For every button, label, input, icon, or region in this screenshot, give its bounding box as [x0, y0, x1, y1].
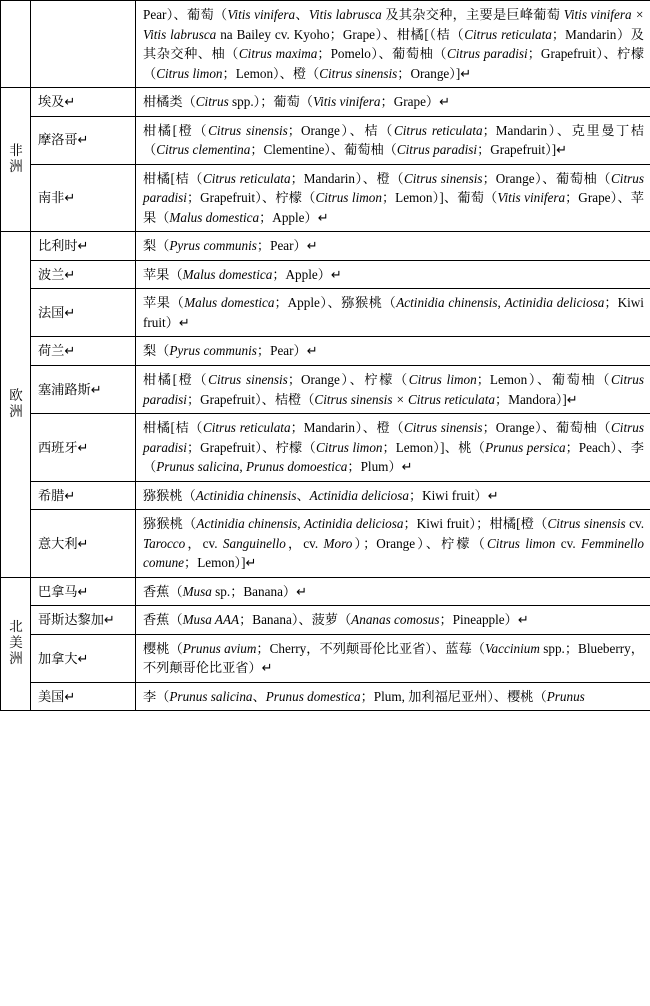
table-row [1, 577, 650, 606]
fruit-list-cell: 柑橘[橙（Citrus sinensis；Orange）、柠檬（Citrus limon；Lemon）、葡萄柚（Citrus paradisi；Grapefruit）、桔橙（Citrus sinensis × Citrus reticulata；Mandora）]↵ [136, 365, 650, 413]
country-cell: 希腊↵ [31, 481, 136, 510]
region-cell [1, 88, 31, 232]
country-cell: 西班牙↵ [31, 414, 136, 482]
region-cell [1, 232, 31, 577]
fruit-list-cell: 苹果（Malus domestica；Apple）↵ [136, 260, 650, 289]
fruit-list-cell: 猕猴桃（Actinidia chinensis、Actinidia deliciosa；Kiwi fruit）↵ [136, 481, 650, 510]
table-row [1, 337, 650, 366]
country-cell: 加拿大↵ [31, 634, 136, 682]
table-row [1, 606, 650, 635]
country-cell [31, 1, 136, 88]
region-cell [1, 577, 31, 711]
country-cell: 哥斯达黎加↵ [31, 606, 136, 635]
table-row [1, 414, 650, 482]
region-label: 欧 洲 [9, 387, 23, 419]
country-cell: 巴拿马↵ [31, 577, 136, 606]
table-row [1, 164, 650, 232]
fruit-list-cell: 苹果（Malus domestica；Apple）、猕猴桃（Actinidia chinensis, Actinidia deliciosa；Kiwi fruit）↵ [136, 289, 650, 337]
region-label: 非 洲 [9, 142, 23, 174]
table-row [1, 510, 650, 578]
country-cell: 美国↵ [31, 682, 136, 711]
fruit-list-cell: 樱桃（Prunus avium；Cherry，不列颠哥伦比亚省）、蓝莓（Vaccinium spp.；Blueberry，不列颠哥伦比亚省）↵ [136, 634, 650, 682]
fruit-list-cell: 香蕉（Musa AAA；Banana）、菠萝（Ananas comosus；Pineapple）↵ [136, 606, 650, 635]
table-row [1, 232, 650, 261]
fruit-list-cell: 柑橘类（Citrus spp.）；葡萄（Vitis vinifera；Grape）↵ [136, 88, 650, 117]
table-row [1, 260, 650, 289]
country-cell: 荷兰↵ [31, 337, 136, 366]
country-cell: 摩洛哥↵ [31, 116, 136, 164]
fruit-list-cell: 李（Prunus salicina、Prunus domestica；Plum, 加利福尼亚州）、樱桃（Prunus [136, 682, 650, 711]
region-label: 北 美 洲 [9, 619, 23, 667]
fruit-list-cell: 梨（Pyrus communis；Pear）↵ [136, 232, 650, 261]
table-row [1, 88, 650, 117]
fruit-list-cell: 柑橘[桔（Citrus reticulata；Mandarin）、橙（Citrus sinensis；Orange）、葡萄柚（Citrus paradisi；Grapefruit）、柠檬（Citrus limon；Lemon）]、桃（Prunus persica；Peach）、李（Prunus salicina, Prunus domoestica；Plum）↵ [136, 414, 650, 482]
fruit-list-cell: Pear）、葡萄（Vitis vinifera、Vitis labrusca 及其杂交种，主要是巨峰葡萄 Vitis vinifera × Vitis labrusca na Bailey cv. Kyoho；Grape）、柑橘[（桔（Citrus reticulata；Mandarin）及其杂交种、柚（Citrus maxima；Pomelo）、葡萄柚（Citrus paradisi；Grapefruit）、柠檬（Citrus limon；Lemon）、橙（Citrus sinensis；Orange）]↵ [136, 1, 650, 88]
table-row [1, 682, 650, 711]
country-cell: 塞浦路斯↵ [31, 365, 136, 413]
fruit-list-cell: 柑橘[橙（Citrus sinensis；Orange）、桔（Citrus reticulata；Mandarin）、克里曼丁桔（Citrus clementina；Clementine）、葡萄柚（Citrus paradisi；Grapefruit）]↵ [136, 116, 650, 164]
fruit-list-cell: 香蕉（Musa sp.；Banana）↵ [136, 577, 650, 606]
country-cell: 埃及↵ [31, 88, 136, 117]
country-cell: 意大利↵ [31, 510, 136, 578]
table-row [1, 116, 650, 164]
table-row [1, 365, 650, 413]
table-row [1, 634, 650, 682]
country-cell: 波兰↵ [31, 260, 136, 289]
table-row [1, 481, 650, 510]
table-row [1, 1, 650, 88]
country-cell: 法国↵ [31, 289, 136, 337]
table-row [1, 289, 650, 337]
fruit-list-cell: 柑橘[桔（Citrus reticulata；Mandarin）、橙（Citrus sinensis；Orange）、葡萄柚（Citrus paradisi；Grapefruit）、柠檬（Citrus limon；Lemon）]、葡萄（Vitis vinifera；Grape）、苹果（Malus domestica；Apple）↵ [136, 164, 650, 232]
region-cell [1, 1, 31, 88]
fruit-list-cell: 梨（Pyrus communis；Pear）↵ [136, 337, 650, 366]
fruit-list-cell: 猕猴桃（Actinidia chinensis, Actinidia deliciosa；Kiwi fruit）；柑橘[橙（Citrus sinensis cv. Tarocco，cv. Sanguinello，cv. Moro）；Orange）、柠檬（Citrus limon cv. Femminello comune；Lemon）]↵ [136, 510, 650, 578]
country-cell: 比利时↵ [31, 232, 136, 261]
country-cell: 南非↵ [31, 164, 136, 232]
